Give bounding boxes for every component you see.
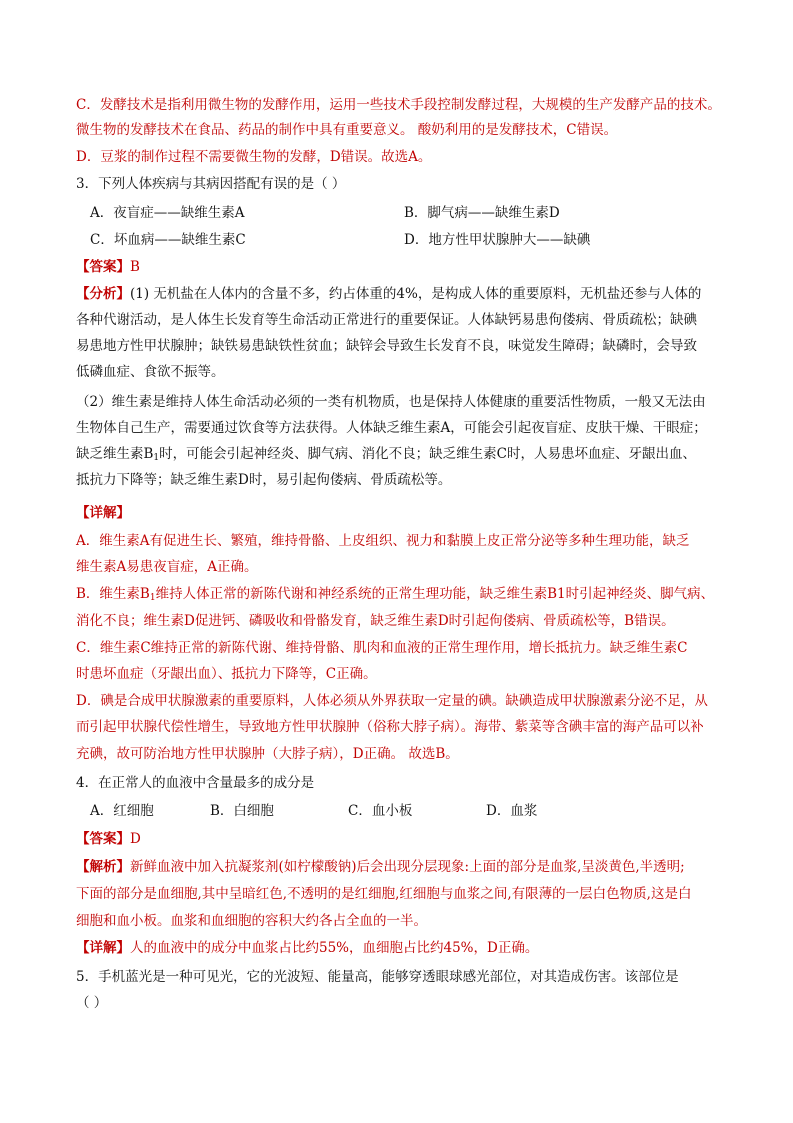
question-5-stem-line2: （ ） [76,995,108,1011]
analysis-text: (1) 无机盐在人体内的含量不多，约占体重的4%，是构成人体的重要原料，无机盐还参与人体的 [130,286,702,302]
answer-value: B [130,259,140,275]
text-segment: 缺乏维生素B [76,446,154,462]
question-3-analysis-p2-line4: 抵抗力下降等；缺乏维生素D时，易引起佝偻病、骨质疏松等。 [76,472,452,488]
answer-tag: 【答案】 [76,259,130,275]
detail-text: 人的血液中的成分中血浆占比约55%，血细胞占比约45%，D正确。 [130,940,539,956]
question-3-detail-b-line2: 消化不良；维生素D促进钙、磷吸收和骨骼发育，缺乏维生素D时引起佝偻病、骨质疏松等，B错误。 [76,613,675,629]
answer-tag: 【答案】 [76,831,130,847]
question-3-detail-a-line2: 维生素A易患夜盲症，A正确。 [76,559,258,575]
question-3-answer [76,257,140,277]
prev-explanation-d: D．豆浆的制作过程不需要微生物的发酵，D错误。故选A。 [76,149,432,165]
question-4-stem: 4．在正常人的血液中含量最多的成分是 [76,775,315,791]
question-5-stem-line1: 5．手机蓝光是一种可见光，它的光波短、能量高，能够穿透眼球感光部位，对其造成伤害。该部位是 [76,969,679,985]
question-3-stem: 3．下列人体疾病与其病因搭配有误的是（ ） [76,176,346,192]
text-segment: 时，可能会引起神经炎、脚气病、消化不良；缺乏维生素C时，人易患坏血症、牙龈出血、 [159,446,696,462]
question-4-option-b: B．白细胞 [210,803,274,819]
question-4-analysis-line2: 下面的部分是血细胞,其中呈暗红色,不透明的是红细胞,红细胞与血浆之间,有限薄的一层白色物质,这是白 [76,886,692,902]
subscript: 1 [149,593,156,603]
prev-explanation-c-line2: 微生物的发酵技术在食品、药品的制作中具有重要意义。 酸奶利用的是发酵技术，C错误。 [76,122,618,138]
text-segment: 维持人体正常的新陈代谢和神经系统的正常生理功能，缺乏维生素B1时引起神经炎、脚气病、 [155,586,715,602]
detail-tag: 【详解】 [76,940,130,956]
question-4-option-a: A．红细胞 [90,803,154,819]
question-3-option-d: D．地方性甲状腺肿大——缺碘 [404,232,591,248]
question-4-detail [76,938,538,958]
question-3-detail-d-line1: D．碘是合成甲状腺激素的重要原料，人体必须从外界获取一定量的碘。缺碘造成甲状腺激素分泌不足，从 [76,693,708,709]
question-3-detail-tag: 【详解】 [76,505,130,521]
question-3-analysis-p2-line3 [76,444,696,464]
analysis-tag: 【分析】 [76,286,130,302]
question-3-analysis-p2-line2: 生物体自己生产，需要通过饮食等方法获得。人体缺乏维生素A，可能会引起夜盲症、皮肤干燥、干眼症； [76,420,707,436]
question-3-option-b: B．脚气病——缺维生素D [404,205,560,221]
subscript: 1 [153,453,160,463]
question-4-option-c: C．血小板 [348,803,413,819]
question-3-detail-d-line3: 充碘，故可防治地方性甲状腺肿（大脖子病），D正确。 故选B。 [76,746,459,762]
question-3-option-a: A．夜盲症——缺维生素A [90,205,245,221]
question-3-detail-c-line2: 时患坏血症（牙龈出血）、抵抗力下降等，C正确。 [76,666,377,682]
question-3-detail-b-line1 [76,584,714,604]
question-4-analysis-line1 [76,857,685,877]
question-3-analysis-p2-line1: （2）维生素是维持人体生命活动必须的一类有机物质，也是保持人体健康的重要活性物质，一般又无法由 [76,394,706,410]
question-3-analysis-line2: 各种代谢活动，是人体生长发育等生命活动正常进行的重要保证。人体缺钙易患佝偻病、骨质疏松；缺碘 [76,312,697,328]
prev-explanation-c-line1: C．发酵技术是指利用微生物的发酵作用，运用一些技术手段控制发酵过程，大规模的生产发酵产品的技术。 [76,97,721,113]
analysis-tag: 【解析】 [76,859,130,875]
question-3-detail-a-line1: A．维生素A有促进生长、繁殖，维持骨骼、上皮组织、视力和黏膜上皮正常分泌等多种生理功能，缺乏 [76,533,690,549]
question-3-analysis-line4: 低磷血症、食欲不振等。 [76,364,225,380]
question-3-option-c: C．坏血病——缺维生素C [90,232,246,248]
question-4-answer [76,829,141,849]
answer-value: D [130,831,141,847]
question-4-analysis-line3: 细胞和血小板。血浆和血细胞的容积大约各占全血的一半。 [76,913,427,929]
question-3-detail-c-line1: C．维生素C维持正常的新陈代谢、维持骨骼、肌肉和血液的正常生理作用，增长抵抗力。缺乏维生素C [76,640,688,656]
text-segment: B．维生素B [76,586,150,602]
question-3-analysis-line3: 易患地方性甲状腺肿；缺铁易患缺铁性贫血；缺锌会导致生长发育不良，味觉发生障碍；缺磷时，会导致 [76,338,697,354]
question-3-analysis-line1 [76,284,701,304]
question-4-option-d: D．血浆 [486,803,538,819]
analysis-text: 新鲜血液中加入抗凝浆剂(如柠檬酸钠)后会出现分层现象:上面的部分是血浆,呈淡黄色,半透明; [130,859,685,875]
question-3-detail-d-line2: 而引起甲状腺代偿性增生，导致地方性甲状腺肿（俗称大脖子病）。海带、紫菜等含碘丰富的海产品可以补 [76,719,704,735]
